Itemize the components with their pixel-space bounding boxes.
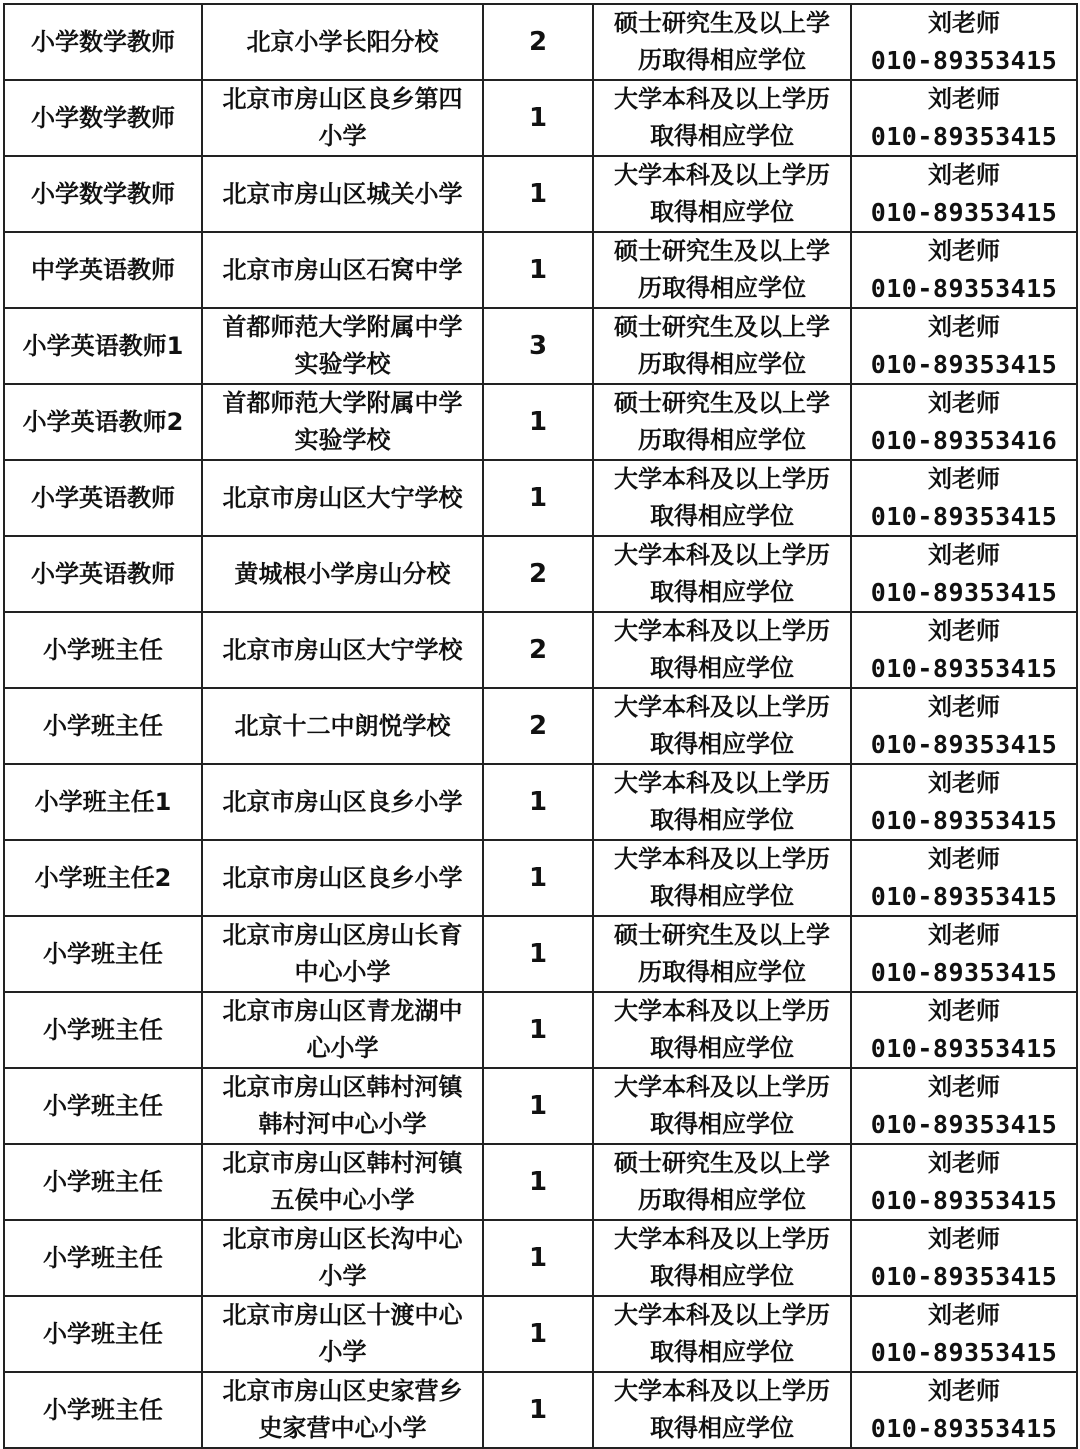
education-cell-line: 大学本科及以上学历 xyxy=(614,769,830,797)
contact-cell xyxy=(851,80,1077,156)
table-row xyxy=(4,308,1077,384)
contact-cell xyxy=(851,232,1077,308)
contact-cell-line: 010-89353415 xyxy=(870,578,1058,607)
school-cell-line: 首都师范大学附属中学 xyxy=(222,313,463,341)
position-cell xyxy=(4,612,202,688)
contact-cell-line: 010-89353415 xyxy=(870,1338,1058,1367)
school-cell-line: 小学 xyxy=(318,1262,367,1290)
education-cell-line: 硕士研究生及以上学 xyxy=(614,389,830,417)
table-row xyxy=(4,536,1077,612)
position-cell xyxy=(4,1372,202,1448)
school-cell xyxy=(202,4,483,80)
education-cell-line: 大学本科及以上学历 xyxy=(614,465,830,493)
position-cell-line: 小学班主任1 xyxy=(34,787,172,816)
school-cell-line: 首都师范大学附属中学 xyxy=(222,389,463,417)
table-body xyxy=(4,4,1077,1448)
school-cell xyxy=(202,764,483,840)
contact-cell-line: 010-89353415 xyxy=(870,502,1058,531)
school-cell-line: 北京市房山区韩村河镇 xyxy=(222,1073,463,1101)
school-cell-line: 北京市房山区青龙湖中 xyxy=(222,997,463,1025)
count-cell: 2 xyxy=(483,4,593,80)
table-row xyxy=(4,460,1077,536)
education-cell-line: 大学本科及以上学历 xyxy=(614,617,830,645)
contact-cell-line: 010-89353415 xyxy=(870,122,1058,151)
position-cell xyxy=(4,232,202,308)
position-cell xyxy=(4,460,202,536)
position-cell xyxy=(4,1144,202,1220)
count-cell: 1 xyxy=(483,460,593,536)
contact-cell-line: 刘老师 xyxy=(928,313,1000,341)
education-cell-line: 硕士研究生及以上学 xyxy=(614,921,830,949)
table-row xyxy=(4,384,1077,460)
contact-cell-line: 刘老师 xyxy=(928,693,1000,721)
contact-cell xyxy=(851,460,1077,536)
education-cell xyxy=(593,156,851,232)
count-cell: 2 xyxy=(483,612,593,688)
school-cell-line: 小学 xyxy=(318,1338,367,1366)
position-cell xyxy=(4,4,202,80)
education-cell-line: 大学本科及以上学历 xyxy=(614,541,830,569)
education-cell xyxy=(593,1068,851,1144)
position-cell xyxy=(4,840,202,916)
contact-cell-line: 010-89353416 xyxy=(870,426,1058,455)
contact-cell xyxy=(851,536,1077,612)
education-cell-line: 硕士研究生及以上学 xyxy=(614,1149,830,1177)
education-cell-line: 取得相应学位 xyxy=(650,502,794,530)
school-cell-line: 北京市房山区大宁学校 xyxy=(222,635,463,664)
contact-cell-line: 刘老师 xyxy=(928,997,1000,1025)
school-cell-line: 韩村河中心小学 xyxy=(258,1110,427,1138)
contact-cell-line: 刘老师 xyxy=(928,9,1000,37)
table-row xyxy=(4,612,1077,688)
contact-cell-line: 刘老师 xyxy=(928,617,1000,645)
education-cell-line: 取得相应学位 xyxy=(650,1338,794,1366)
count-cell: 1 xyxy=(483,764,593,840)
position-cell-line: 小学班主任 xyxy=(43,711,163,740)
contact-cell-line: 010-89353415 xyxy=(870,46,1058,75)
contact-cell-line: 刘老师 xyxy=(928,1149,1000,1177)
contact-cell-line: 刘老师 xyxy=(928,389,1000,417)
education-cell-line: 取得相应学位 xyxy=(650,1110,794,1138)
count-cell: 1 xyxy=(483,232,593,308)
table-row xyxy=(4,1220,1077,1296)
contact-cell-line: 010-89353415 xyxy=(870,1034,1058,1063)
school-cell xyxy=(202,80,483,156)
school-cell-line: 北京市房山区良乡第四 xyxy=(222,85,463,113)
education-cell-line: 硕士研究生及以上学 xyxy=(614,237,830,265)
education-cell-line: 取得相应学位 xyxy=(650,654,794,682)
contact-cell xyxy=(851,612,1077,688)
education-cell-line: 大学本科及以上学历 xyxy=(614,1301,830,1329)
school-cell xyxy=(202,308,483,384)
school-cell xyxy=(202,1144,483,1220)
table-row xyxy=(4,992,1077,1068)
school-cell-line: 北京市房山区大宁学校 xyxy=(222,483,463,512)
contact-cell-line: 刘老师 xyxy=(928,769,1000,797)
school-cell-line: 北京市房山区史家营乡 xyxy=(222,1377,463,1405)
contact-cell xyxy=(851,156,1077,232)
school-cell xyxy=(202,1068,483,1144)
education-cell xyxy=(593,688,851,764)
table-row xyxy=(4,1296,1077,1372)
position-cell xyxy=(4,688,202,764)
school-cell xyxy=(202,536,483,612)
education-cell-line: 大学本科及以上学历 xyxy=(614,1073,830,1101)
school-cell-line: 实验学校 xyxy=(294,350,391,378)
education-cell-line: 硕士研究生及以上学 xyxy=(614,313,830,341)
count-cell: 1 xyxy=(483,1220,593,1296)
position-cell-line: 中学英语教师 xyxy=(31,255,175,284)
education-cell-line: 历取得相应学位 xyxy=(638,274,806,302)
school-cell xyxy=(202,1220,483,1296)
education-cell xyxy=(593,232,851,308)
school-cell xyxy=(202,384,483,460)
education-cell xyxy=(593,1144,851,1220)
table-row xyxy=(4,4,1077,80)
school-cell xyxy=(202,612,483,688)
school-cell-line: 中心小学 xyxy=(294,958,391,986)
position-cell-line: 小学英语教师 xyxy=(31,483,175,512)
count-cell: 2 xyxy=(483,536,593,612)
contact-cell-line: 刘老师 xyxy=(928,921,1000,949)
contact-cell xyxy=(851,688,1077,764)
education-cell-line: 取得相应学位 xyxy=(650,806,794,834)
position-cell xyxy=(4,992,202,1068)
education-cell-line: 取得相应学位 xyxy=(650,1414,794,1442)
contact-cell-line: 刘老师 xyxy=(928,85,1000,113)
count-cell: 3 xyxy=(483,308,593,384)
table-row xyxy=(4,1068,1077,1144)
count-cell: 1 xyxy=(483,156,593,232)
school-cell xyxy=(202,992,483,1068)
education-cell-line: 取得相应学位 xyxy=(650,882,794,910)
school-cell xyxy=(202,1372,483,1448)
table-row xyxy=(4,80,1077,156)
education-cell xyxy=(593,1372,851,1448)
position-cell-line: 小学班主任 xyxy=(43,1243,163,1272)
count-cell: 1 xyxy=(483,1296,593,1372)
education-cell-line: 大学本科及以上学历 xyxy=(614,997,830,1025)
contact-cell-line: 010-89353415 xyxy=(870,1186,1058,1215)
position-cell xyxy=(4,1296,202,1372)
contact-cell-line: 刘老师 xyxy=(928,161,1000,189)
position-cell xyxy=(4,916,202,992)
count-cell: 1 xyxy=(483,916,593,992)
contact-cell xyxy=(851,1220,1077,1296)
education-cell-line: 大学本科及以上学历 xyxy=(614,1225,830,1253)
contact-cell-line: 010-89353415 xyxy=(870,1414,1058,1443)
school-cell xyxy=(202,156,483,232)
education-cell xyxy=(593,916,851,992)
education-cell xyxy=(593,4,851,80)
school-cell-line: 心小学 xyxy=(306,1034,379,1062)
contact-cell-line: 刘老师 xyxy=(928,1073,1000,1101)
education-cell xyxy=(593,764,851,840)
count-cell: 1 xyxy=(483,1068,593,1144)
position-cell xyxy=(4,1068,202,1144)
school-cell xyxy=(202,1296,483,1372)
position-cell xyxy=(4,80,202,156)
contact-cell xyxy=(851,4,1077,80)
education-cell xyxy=(593,612,851,688)
table-row xyxy=(4,156,1077,232)
school-cell xyxy=(202,232,483,308)
education-cell-line: 大学本科及以上学历 xyxy=(614,1377,830,1405)
school-cell xyxy=(202,460,483,536)
contact-cell xyxy=(851,384,1077,460)
position-cell xyxy=(4,764,202,840)
contact-cell-line: 刘老师 xyxy=(928,541,1000,569)
education-cell-line: 大学本科及以上学历 xyxy=(614,85,830,113)
school-cell-line: 北京市房山区十渡中心 xyxy=(222,1301,463,1329)
position-cell-line: 小学班主任 xyxy=(43,1319,163,1348)
contact-cell-line: 刘老师 xyxy=(928,1301,1000,1329)
education-cell xyxy=(593,1220,851,1296)
contact-cell-line: 010-89353415 xyxy=(870,958,1058,987)
school-cell-line: 北京市房山区良乡小学 xyxy=(222,863,463,892)
school-cell-line: 实验学校 xyxy=(294,426,391,454)
school-cell-line: 史家营中心小学 xyxy=(258,1414,427,1442)
position-cell-line: 小学英语教师1 xyxy=(22,331,184,360)
position-cell xyxy=(4,384,202,460)
school-cell-line: 北京市房山区长沟中心 xyxy=(222,1225,463,1253)
table-row xyxy=(4,764,1077,840)
education-cell xyxy=(593,840,851,916)
contact-cell-line: 010-89353415 xyxy=(870,806,1058,835)
education-cell xyxy=(593,308,851,384)
count-cell: 2 xyxy=(483,688,593,764)
position-cell xyxy=(4,308,202,384)
contact-cell xyxy=(851,916,1077,992)
contact-cell-line: 010-89353415 xyxy=(870,654,1058,683)
table-row xyxy=(4,688,1077,764)
education-cell-line: 历取得相应学位 xyxy=(638,350,806,378)
position-cell-line: 小学班主任 xyxy=(43,1091,163,1120)
education-cell-line: 历取得相应学位 xyxy=(638,1186,806,1214)
education-cell-line: 取得相应学位 xyxy=(650,578,794,606)
school-cell-line: 北京市房山区韩村河镇 xyxy=(222,1149,463,1177)
school-cell-line: 北京市房山区良乡小学 xyxy=(222,787,463,816)
position-cell-line: 小学英语教师2 xyxy=(22,407,184,436)
education-cell-line: 硕士研究生及以上学 xyxy=(614,9,830,37)
count-cell: 1 xyxy=(483,840,593,916)
education-cell-line: 大学本科及以上学历 xyxy=(614,845,830,873)
education-cell xyxy=(593,384,851,460)
contact-cell-line: 刘老师 xyxy=(928,465,1000,493)
table-row xyxy=(4,1144,1077,1220)
count-cell: 1 xyxy=(483,80,593,156)
count-cell: 1 xyxy=(483,1144,593,1220)
school-cell-line: 小学 xyxy=(318,122,367,150)
position-cell-line: 小学班主任 xyxy=(43,1167,163,1196)
contact-cell-line: 刘老师 xyxy=(928,1377,1000,1405)
contact-cell-line: 010-89353415 xyxy=(870,350,1058,379)
education-cell-line: 历取得相应学位 xyxy=(638,426,806,454)
education-cell-line: 取得相应学位 xyxy=(650,1262,794,1290)
contact-cell-line: 刘老师 xyxy=(928,237,1000,265)
count-cell: 1 xyxy=(483,992,593,1068)
position-cell-line: 小学数学教师 xyxy=(31,179,175,208)
contact-cell xyxy=(851,992,1077,1068)
position-cell-line: 小学班主任 xyxy=(43,1395,163,1424)
position-cell-line: 小学班主任 xyxy=(43,939,163,968)
contact-cell-line: 010-89353415 xyxy=(870,198,1058,227)
contact-cell xyxy=(851,1296,1077,1372)
count-cell: 1 xyxy=(483,1372,593,1448)
table-row xyxy=(4,916,1077,992)
contact-cell xyxy=(851,764,1077,840)
education-cell xyxy=(593,80,851,156)
count-cell: 1 xyxy=(483,384,593,460)
position-cell xyxy=(4,1220,202,1296)
table-row xyxy=(4,232,1077,308)
position-cell-line: 小学班主任 xyxy=(43,1015,163,1044)
school-cell xyxy=(202,916,483,992)
education-cell-line: 历取得相应学位 xyxy=(638,46,806,74)
table-row xyxy=(4,840,1077,916)
position-cell xyxy=(4,536,202,612)
contact-cell xyxy=(851,308,1077,384)
school-cell-line: 黄城根小学房山分校 xyxy=(234,559,451,588)
contact-cell-line: 010-89353415 xyxy=(870,1262,1058,1291)
contact-cell-line: 010-89353415 xyxy=(870,1110,1058,1139)
education-cell-line: 取得相应学位 xyxy=(650,198,794,226)
education-cell-line: 大学本科及以上学历 xyxy=(614,161,830,189)
school-cell-line: 北京市房山区房山长育 xyxy=(222,921,463,949)
education-cell-line: 取得相应学位 xyxy=(650,730,794,758)
position-cell-line: 小学班主任2 xyxy=(34,863,172,892)
position-cell-line: 小学数学教师 xyxy=(31,103,175,132)
contact-cell-line: 刘老师 xyxy=(928,845,1000,873)
school-cell xyxy=(202,840,483,916)
education-cell xyxy=(593,992,851,1068)
recruitment-table xyxy=(3,3,1078,1449)
school-cell xyxy=(202,688,483,764)
education-cell-line: 取得相应学位 xyxy=(650,122,794,150)
school-cell-line: 五侯中心小学 xyxy=(270,1186,415,1214)
contact-cell-line: 刘老师 xyxy=(928,1225,1000,1253)
position-cell-line: 小学班主任 xyxy=(43,635,163,664)
contact-cell-line: 010-89353415 xyxy=(870,274,1058,303)
school-cell-line: 北京十二中朗悦学校 xyxy=(234,711,451,740)
contact-cell xyxy=(851,1068,1077,1144)
school-cell-line: 北京市房山区石窝中学 xyxy=(222,255,463,284)
position-cell-line: 小学英语教师 xyxy=(31,559,175,588)
education-cell-line: 历取得相应学位 xyxy=(638,958,806,986)
contact-cell-line: 010-89353415 xyxy=(870,730,1058,759)
position-cell xyxy=(4,156,202,232)
education-cell xyxy=(593,460,851,536)
school-cell-line: 北京市房山区城关小学 xyxy=(222,179,463,208)
education-cell-line: 大学本科及以上学历 xyxy=(614,693,830,721)
table-row xyxy=(4,1372,1077,1448)
education-cell xyxy=(593,536,851,612)
contact-cell xyxy=(851,840,1077,916)
position-cell-line: 小学数学教师 xyxy=(31,27,175,56)
contact-cell xyxy=(851,1372,1077,1448)
contact-cell xyxy=(851,1144,1077,1220)
school-cell-line: 北京小学长阳分校 xyxy=(246,27,439,56)
education-cell xyxy=(593,1296,851,1372)
contact-cell-line: 010-89353415 xyxy=(870,882,1058,911)
education-cell-line: 取得相应学位 xyxy=(650,1034,794,1062)
